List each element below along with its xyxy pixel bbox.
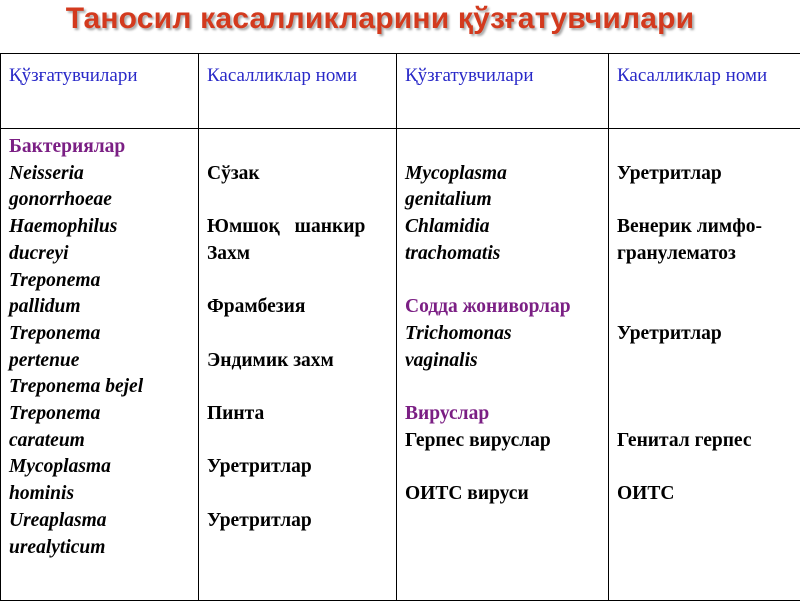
pathogen-line: Герпес вируслар [405,428,602,455]
pathogen-line: Trichomonas [405,321,602,348]
disease-item: Уретритлар [207,454,390,481]
pathogen-line: Treponema [9,401,192,428]
disease-item: Уретритлар [617,321,794,348]
disease-item: гранулематоз [617,241,794,268]
group-label-protozoa: Содда жониворлар [405,294,602,321]
table-header-row [1,54,800,129]
pathogen-line: Mycoplasma [405,161,602,188]
pathogen-table [0,53,800,601]
disease-item: Эндимик захм [207,348,390,375]
pathogen-line: carateum [9,428,192,455]
pathogen-line: Treponema [9,321,192,348]
pathogen-line: Mycoplasma [9,454,192,481]
pathogen-cell-bacteria [1,129,199,601]
pathogen-line: hominis [9,481,192,508]
disease-cell-1 [199,129,397,601]
disease-item: Пинта [207,401,390,428]
pathogen-line: Haemophilus [9,214,192,241]
disease-item: Сўзак [207,161,390,188]
disease-item: Уретритлар [617,161,794,188]
pathogen-line: vaginalis [405,348,602,375]
disease-item: Венерик лимфо- [617,214,794,241]
disease-item: Генитал герпес [617,428,794,455]
pathogen-line: trachomatis [405,241,602,268]
pathogen-line: ducreyi [9,241,192,268]
table-body-row [1,129,800,601]
disease-item: Фрамбезия [207,294,390,321]
disease-item: Захм [207,241,390,268]
pathogen-line: urealyticum [9,535,192,562]
header-cell-pathogens-2: Қўзғатувчилари [397,54,609,129]
group-label-bacteria: Бактериялар [9,134,192,161]
disease-item: Уретритлар [207,508,390,535]
pathogen-line: ОИТС вируси [405,481,602,508]
disease-item: ОИТС [617,481,794,508]
disease-item: Юмшоқ шанкир [207,214,390,241]
pathogen-line: pertenue [9,348,192,375]
disease-cell-2 [609,129,800,601]
pathogen-cell-other [397,129,609,601]
header-cell-pathogens-1: Қўзғатувчилари [1,54,199,129]
pathogen-line: Ureaplasma [9,508,192,535]
pathogen-line: Chlamidia [405,214,602,241]
pathogen-line: pallidum [9,294,192,321]
header-cell-diseases-1: Касалликлар номи [199,54,397,129]
pathogen-line: gonorrhoeae [9,187,192,214]
pathogen-line: Treponema [9,268,192,295]
page-title: Таносил касалликларини қўзғатувчилари [0,2,760,36]
pathogen-line: Treponema bejel [9,374,192,401]
pathogen-line: genitalium [405,187,602,214]
group-label-viruses: Вируслар [405,401,602,428]
pathogen-line: Neisseria [9,161,192,188]
header-cell-diseases-2: Касалликлар номи [609,54,800,129]
